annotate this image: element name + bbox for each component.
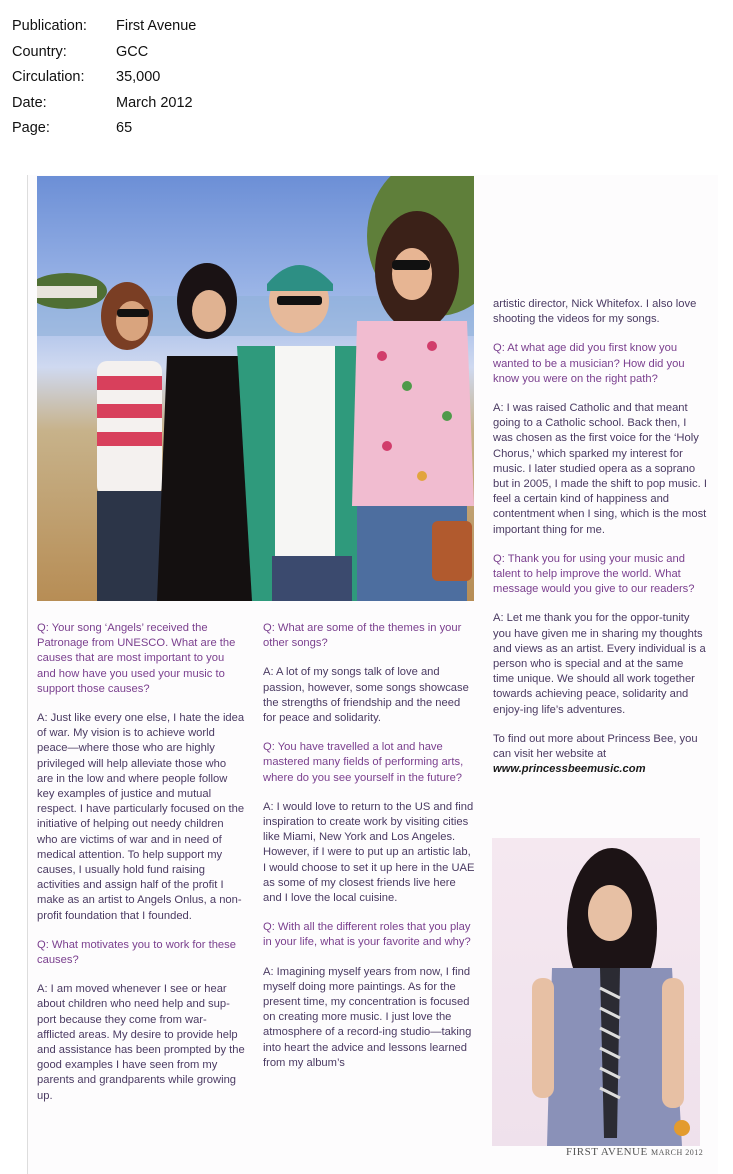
- website-intro: To find out more about Princess Bee, you can visit her website at: [493, 732, 698, 761]
- footer-date: MARCH 2012: [650, 1148, 704, 1157]
- answer-paragraph: A: Let me thank you for the oppor-tunity you have given me in sharing my thoughts and views as an artist. Every individual is a person who is special and at the same time unique. We should all work together towards achieving peace, solidarity and enjoy-ing life’s adventures.: [493, 612, 706, 716]
- meta-label: Country:: [12, 43, 67, 60]
- answer-paragraph: A: I was raised Catholic and that meant going to a Catholic school. Back then, I was chosen as the first voice for the ‘Holy Chorus,’ which sparked my interest for music. I later studied opera as a soprano but in 2005, I made the shift to pop music. I feel a certain kind of happiness and contentment when I sing, which is the most important thing for me.: [493, 402, 707, 536]
- meta-row-page: [12, 120, 196, 146]
- meta-label: Date:: [12, 94, 47, 111]
- article-column-2: [263, 621, 475, 1085]
- footer-magazine-name: FIRST AVENUE: [566, 1146, 648, 1158]
- meta-row-date: [12, 95, 196, 121]
- question-paragraph: Q: You have travelled a lot and have mastered many fields of performing arts, where do you see yourself in the future?: [263, 741, 464, 784]
- question-paragraph: Q: Thank you for using your music and talent to help improve the world. What message would you give to our readers?: [493, 552, 695, 596]
- question-paragraph: Q: Your song ‘Angels’ received the Patronage from UNESCO. What are the causes that are most important to you and how have you used your music to support those causes?: [37, 622, 236, 695]
- answer-paragraph: artistic director, Nick Whitefox. I also love shooting the videos for my songs.: [493, 298, 697, 326]
- question-paragraph: Q: What motivates you to work for these causes?: [37, 938, 236, 967]
- question-paragraph: Q: What are some of the themes in your other songs?: [263, 622, 462, 650]
- article-column-3: [493, 297, 707, 777]
- meta-value: GCC: [116, 43, 149, 60]
- meta-label: Publication:: [12, 18, 87, 34]
- answer-paragraph: A: Just like every one else, I hate the idea of war. My vision is to achieve world peace—where those who are highly privileged will help alleviate those who are in the low and where people follow key examples of justice and mutual respect. I have particularly focused on the initiative of helping out needy children who are victims of war and in need of medical attention. To help support my causes, I usually hold fund raising activities and assign half of the profit I make as an artist to Angels Onlus, a non-profit foundation that I founded.: [37, 712, 245, 922]
- meta-value: First Avenue: [116, 18, 197, 34]
- answer-paragraph: A: I would love to return to the US and find inspiration to create work by visiting cities like Miami, New York and Los Angeles. However, if I were to put up an artistic lab, I would choose to set it up here in the UAE as some of my closest friends live here and I love the local cuisine.: [263, 800, 475, 905]
- answer-paragraph: A: I am moved whenever I see or hear about children who need help and sup-port because they come from war-afflicted areas. My desire to provide help and assistance has been prompted by the good examples I have seen from my parents and grandparents while growing up.: [37, 983, 245, 1102]
- meta-value: 65: [116, 120, 133, 136]
- question-paragraph: Q: At what age did you first know you wanted to be a musician? How did you know you were on the right path?: [493, 342, 685, 385]
- page-footer: [566, 1146, 703, 1158]
- group-photo: [37, 176, 474, 601]
- answer-paragraph: A: A lot of my songs talk of love and passion, however, some songs showcase the strengths of friendship and the need for peace and solidarity.: [263, 666, 469, 725]
- clipping-metadata: [12, 18, 196, 146]
- question-paragraph: Q: With all the different roles that you play in your life, what is your favorite and why?: [263, 921, 471, 949]
- meta-row-publication: [12, 18, 196, 44]
- answer-paragraph: A: Imagining myself years from now, I find myself doing more paintings. As for the present time, my concentration is focused on creating more music. I just love the atmosphere of a record-ing studio—taking into heart the advice and lessons learned from my album’s: [263, 965, 472, 1069]
- meta-label: Circulation:: [12, 69, 85, 85]
- meta-row-circulation: [12, 69, 196, 95]
- portrait-photo: [492, 838, 700, 1146]
- website-link[interactable]: www.princessbeemusic.com: [493, 763, 646, 776]
- meta-value: March 2012: [116, 94, 193, 111]
- meta-label: Page:: [12, 120, 50, 136]
- article-column-1: [37, 621, 245, 1118]
- meta-value: 35,000: [116, 69, 161, 85]
- meta-row-country: [12, 44, 196, 70]
